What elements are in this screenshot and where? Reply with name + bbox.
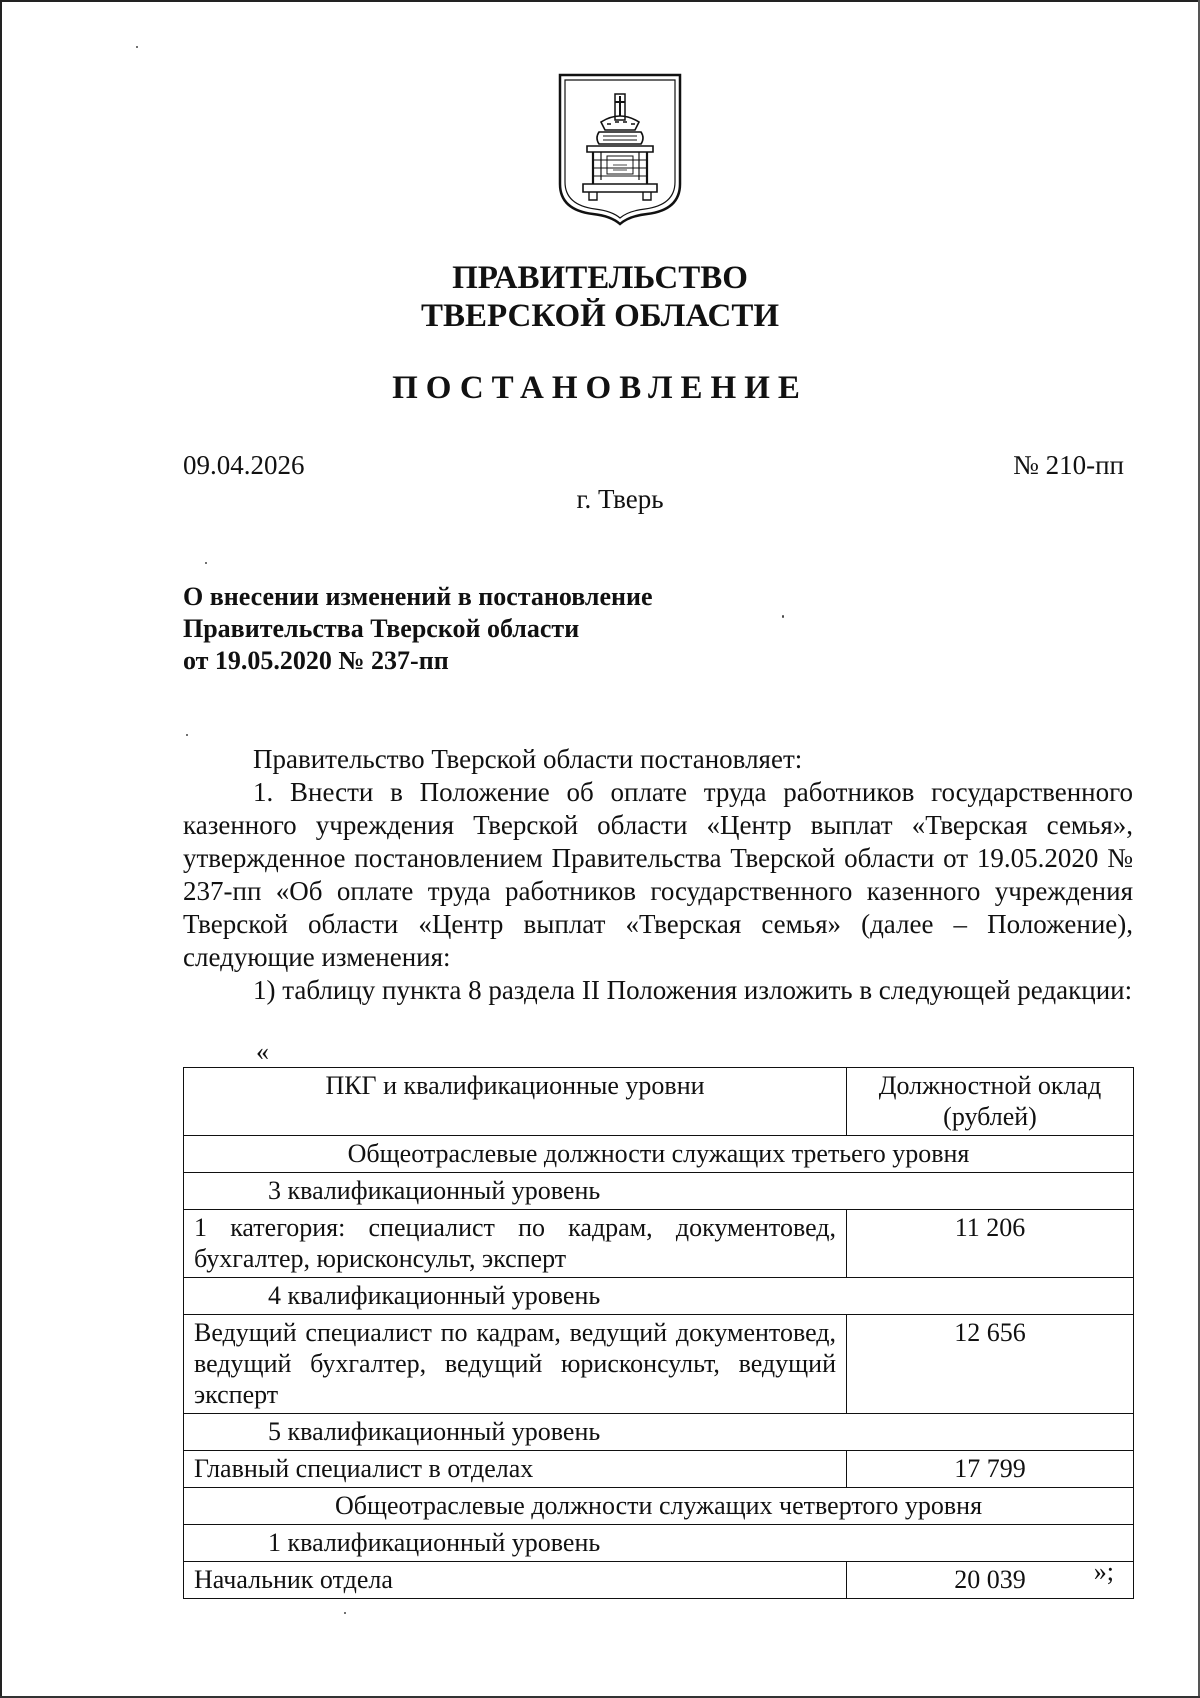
salary-table [183, 1067, 1134, 1599]
intro-paragraph: Правительство Тверской области постановляет: [253, 744, 803, 774]
table-group-row [184, 1488, 1134, 1525]
scan-speck [205, 562, 207, 564]
level-cell: 5 квалификационный уровень [184, 1414, 1134, 1451]
scan-speck [136, 46, 138, 48]
position-cell: Ведущий специалист по кадрам, ведущий документовед, ведущий бухгалтер, ведущий юрисконсульт, ведущий эксперт [184, 1315, 847, 1414]
salary-cell: 12 656 [847, 1315, 1134, 1414]
scan-border-top [0, 0, 1200, 2]
position-cell: Главный специалист в отделах [184, 1451, 847, 1488]
item-1-paragraph: 1. Внести в Положение об оплате труда работников государственного казенного учреждения Тверской области «Центр выплат «Тверская семья», утвержденное постановлением Правительства Тверской области от 19.05.2020 № 237-пп «Об оплате труда работников государственного казенного учреждения Тверской области «Центр выплат «Тверская семья» (далее – Положение), следующие изменения: [183, 777, 1133, 972]
group-cell: Общеотраслевые должности служащих третьего уровня [184, 1136, 1134, 1173]
document-date: 09.04.2026 [183, 450, 305, 480]
coat-of-arms-icon [557, 72, 683, 226]
scan-speck [782, 615, 784, 618]
quote-open: « [256, 1037, 269, 1066]
subject-line: от 19.05.2020 № 237-пп [183, 646, 449, 675]
position-cell: 1 категория: специалист по кадрам, документовед, бухгалтер, юрисконсульт, эксперт [184, 1210, 847, 1278]
header-name-cell: ПКГ и квалификационные уровни [184, 1068, 847, 1136]
quote-close: »; [1093, 1557, 1114, 1586]
level-cell: 3 квалификационный уровень [184, 1173, 1134, 1210]
document-body [183, 743, 1133, 1007]
table-row [184, 1210, 1134, 1278]
table-level-row [184, 1525, 1134, 1562]
government-name-line2: ТВЕРСКОЙ ОБЛАСТИ [420, 298, 780, 334]
table-group-row [184, 1136, 1134, 1173]
document-city: г. Тверь [576, 484, 664, 514]
subject-line: Правительства Тверской области [183, 614, 580, 643]
table-row [184, 1451, 1134, 1488]
scan-speck [344, 1612, 346, 1614]
item-1-1-paragraph: 1) таблицу пункта 8 раздела II Положения изложить в следующей редакции: [253, 975, 1133, 1005]
table-level-row [184, 1278, 1134, 1315]
table-level-row [184, 1414, 1134, 1451]
salary-cell: 17 799 [847, 1451, 1134, 1488]
position-cell: Начальник отдела [184, 1562, 847, 1599]
table-row [184, 1562, 1134, 1599]
table-level-row [184, 1173, 1134, 1210]
document-subject [183, 581, 653, 677]
scan-border-left [0, 0, 2, 1698]
table-header-row [184, 1068, 1134, 1136]
document-type: ПОСТАНОВЛЕНИЕ [392, 370, 808, 406]
group-cell: Общеотраслевые должности служащих четвертого уровня [184, 1488, 1134, 1525]
header-value-cell: Должностной оклад (рублей) [847, 1068, 1134, 1136]
salary-cell: 20 039 [847, 1562, 1134, 1599]
document-number: № 210-пп [1013, 450, 1124, 480]
salary-cell: 11 206 [847, 1210, 1134, 1278]
table-row [184, 1315, 1134, 1414]
subject-line: О внесении изменений в постановление [183, 582, 653, 611]
scan-speck [186, 734, 188, 736]
level-cell: 1 квалификационный уровень [184, 1525, 1134, 1562]
level-cell: 4 квалификационный уровень [184, 1278, 1134, 1315]
government-name-line1: ПРАВИТЕЛЬСТВО [452, 260, 748, 296]
